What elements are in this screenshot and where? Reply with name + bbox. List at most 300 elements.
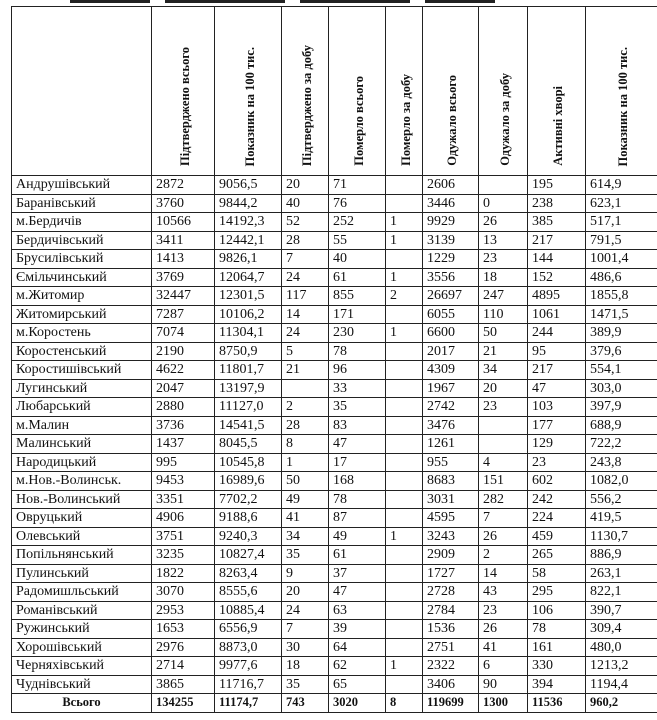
district-name-cell: м.Коростень xyxy=(12,324,152,343)
value-cell-confirmed-total: 10566 xyxy=(152,213,215,232)
value-cell-recovered-total: 3476 xyxy=(423,416,479,435)
value-cell-confirmed-total: 9453 xyxy=(152,472,215,491)
value-cell-confirmed-day: 14 xyxy=(282,305,329,324)
value-cell-died-total: 62 xyxy=(329,657,386,676)
table-row xyxy=(12,509,657,528)
district-name-cell: м.Нов.-Волинськ. xyxy=(12,472,152,491)
value-cell-recovered-day: 13 xyxy=(479,231,528,250)
value-cell-rate-per-100k: 10106,2 xyxy=(215,305,282,324)
value-cell-died-day xyxy=(386,435,423,454)
table-row xyxy=(12,398,657,417)
value-cell-active: 4895 xyxy=(528,287,586,306)
value-cell-active-rate-per-100k: 623,1 xyxy=(586,194,657,213)
value-cell-rate-per-100k: 9188,6 xyxy=(215,509,282,528)
value-cell-active-rate-per-100k: 1001,4 xyxy=(586,250,657,269)
total-cell-rate-per-100k: 11174,7 xyxy=(215,694,282,713)
total-cell-died-day: 8 xyxy=(386,694,423,713)
district-name-cell: м.Малин xyxy=(12,416,152,435)
value-cell-recovered-day: 23 xyxy=(479,398,528,417)
value-cell-died-total: 49 xyxy=(329,527,386,546)
table-row xyxy=(12,657,657,676)
value-cell-rate-per-100k: 8555,6 xyxy=(215,583,282,602)
value-cell-active-rate-per-100k: 419,5 xyxy=(586,509,657,528)
value-cell-active: 1061 xyxy=(528,305,586,324)
value-cell-rate-per-100k: 12301,5 xyxy=(215,287,282,306)
value-cell-recovered-day: 20 xyxy=(479,379,528,398)
value-cell-confirmed-total: 2976 xyxy=(152,638,215,657)
value-cell-recovered-day: 4 xyxy=(479,453,528,472)
value-cell-died-total: 87 xyxy=(329,509,386,528)
column-header-confirmed-total xyxy=(152,7,215,176)
value-cell-rate-per-100k: 9240,3 xyxy=(215,527,282,546)
table-row xyxy=(12,416,657,435)
value-cell-confirmed-day: 24 xyxy=(282,324,329,343)
value-cell-recovered-total: 26697 xyxy=(423,287,479,306)
value-cell-recovered-total: 1261 xyxy=(423,435,479,454)
value-cell-died-total: 64 xyxy=(329,638,386,657)
value-cell-rate-per-100k: 14192,3 xyxy=(215,213,282,232)
value-cell-confirmed-total: 3751 xyxy=(152,527,215,546)
value-cell-confirmed-day: 24 xyxy=(282,601,329,620)
value-cell-confirmed-day: 117 xyxy=(282,287,329,306)
value-cell-died-total: 47 xyxy=(329,583,386,602)
table-row xyxy=(12,435,657,454)
value-cell-active-rate-per-100k: 1194,4 xyxy=(586,675,657,694)
value-cell-recovered-total: 2909 xyxy=(423,546,479,565)
value-cell-died-total: 39 xyxy=(329,620,386,639)
value-cell-recovered-total: 6055 xyxy=(423,305,479,324)
value-cell-died-day xyxy=(386,472,423,491)
value-cell-confirmed-day: 8 xyxy=(282,435,329,454)
column-header-confirmed-day xyxy=(282,7,329,176)
value-cell-confirmed-total: 1437 xyxy=(152,435,215,454)
district-name-cell: Овруцький xyxy=(12,509,152,528)
total-cell-recovered-day: 1300 xyxy=(479,694,528,713)
value-cell-died-day xyxy=(386,305,423,324)
value-cell-active: 385 xyxy=(528,213,586,232)
value-cell-confirmed-total: 3070 xyxy=(152,583,215,602)
value-cell-died-total: 55 xyxy=(329,231,386,250)
value-cell-died-total: 168 xyxy=(329,472,386,491)
value-cell-rate-per-100k: 11716,7 xyxy=(215,675,282,694)
value-cell-recovered-total: 2784 xyxy=(423,601,479,620)
value-cell-died-day xyxy=(386,453,423,472)
value-cell-confirmed-total: 7074 xyxy=(152,324,215,343)
value-cell-recovered-day: 2 xyxy=(479,546,528,565)
table-row xyxy=(12,564,657,583)
value-cell-active: 265 xyxy=(528,546,586,565)
value-cell-recovered-day: 26 xyxy=(479,527,528,546)
value-cell-active-rate-per-100k: 1471,5 xyxy=(586,305,657,324)
value-cell-rate-per-100k: 8263,4 xyxy=(215,564,282,583)
district-name-cell: Радомишльський xyxy=(12,583,152,602)
column-header-label: Підтверджено за добу xyxy=(299,44,314,166)
value-cell-confirmed-day: 9 xyxy=(282,564,329,583)
value-cell-rate-per-100k: 14541,5 xyxy=(215,416,282,435)
value-cell-recovered-day xyxy=(479,435,528,454)
column-header-label: Одужало всього xyxy=(445,75,459,166)
value-cell-died-total: 76 xyxy=(329,194,386,213)
district-name-cell: м.Бердичів xyxy=(12,213,152,232)
value-cell-died-total: 96 xyxy=(329,361,386,380)
value-cell-recovered-day: 23 xyxy=(479,250,528,269)
value-cell-died-total: 37 xyxy=(329,564,386,583)
value-cell-confirmed-day: 30 xyxy=(282,638,329,657)
value-cell-active-rate-per-100k: 243,8 xyxy=(586,453,657,472)
value-cell-recovered-day: 21 xyxy=(479,342,528,361)
table-row xyxy=(12,250,657,269)
column-header-died-day xyxy=(386,7,423,176)
value-cell-rate-per-100k: 11801,7 xyxy=(215,361,282,380)
value-cell-died-total: 47 xyxy=(329,435,386,454)
value-cell-active-rate-per-100k: 309,4 xyxy=(586,620,657,639)
column-header-label: Підтверджено всього xyxy=(177,46,192,166)
value-cell-died-total: 65 xyxy=(329,675,386,694)
column-header-rate-per-100k xyxy=(215,7,282,176)
table-row xyxy=(12,342,657,361)
table-row xyxy=(12,213,657,232)
district-name-cell: Ружинський xyxy=(12,620,152,639)
value-cell-confirmed-total: 2190 xyxy=(152,342,215,361)
table-row xyxy=(12,268,657,287)
column-header-recovered-total xyxy=(423,7,479,176)
value-cell-confirmed-total: 7287 xyxy=(152,305,215,324)
column-header-label: Померло за добу xyxy=(398,74,413,166)
value-cell-confirmed-day: 7 xyxy=(282,620,329,639)
value-cell-recovered-total: 8683 xyxy=(423,472,479,491)
value-cell-died-day: 1 xyxy=(386,527,423,546)
district-name-cell: Житомирський xyxy=(12,305,152,324)
value-cell-active: 244 xyxy=(528,324,586,343)
value-cell-died-total: 71 xyxy=(329,176,386,195)
district-name-cell: Пулинський xyxy=(12,564,152,583)
value-cell-active: 23 xyxy=(528,453,586,472)
value-cell-rate-per-100k: 8750,9 xyxy=(215,342,282,361)
value-cell-confirmed-total: 4622 xyxy=(152,361,215,380)
value-cell-confirmed-day: 41 xyxy=(282,509,329,528)
total-row xyxy=(12,694,657,713)
value-cell-died-total: 61 xyxy=(329,268,386,287)
value-cell-confirmed-total: 32447 xyxy=(152,287,215,306)
column-header-active xyxy=(528,7,586,176)
district-name-cell: Коростенський xyxy=(12,342,152,361)
value-cell-recovered-total: 3243 xyxy=(423,527,479,546)
value-cell-confirmed-total: 3235 xyxy=(152,546,215,565)
value-cell-recovered-day: 14 xyxy=(479,564,528,583)
value-cell-active-rate-per-100k: 397,9 xyxy=(586,398,657,417)
value-cell-confirmed-total: 2953 xyxy=(152,601,215,620)
total-cell-died-total: 3020 xyxy=(329,694,386,713)
value-cell-died-day xyxy=(386,509,423,528)
value-cell-recovered-total: 2606 xyxy=(423,176,479,195)
table-row xyxy=(12,638,657,657)
value-cell-active-rate-per-100k: 389,9 xyxy=(586,324,657,343)
value-cell-active-rate-per-100k: 554,1 xyxy=(586,361,657,380)
value-cell-rate-per-100k: 9826,1 xyxy=(215,250,282,269)
value-cell-died-total: 35 xyxy=(329,398,386,417)
value-cell-active-rate-per-100k: 614,9 xyxy=(586,176,657,195)
value-cell-active: 602 xyxy=(528,472,586,491)
value-cell-recovered-total: 4309 xyxy=(423,361,479,380)
table-row xyxy=(12,472,657,491)
value-cell-active-rate-per-100k: 822,1 xyxy=(586,583,657,602)
value-cell-active: 238 xyxy=(528,194,586,213)
value-cell-active: 129 xyxy=(528,435,586,454)
table-row xyxy=(12,490,657,509)
table-row xyxy=(12,453,657,472)
value-cell-active-rate-per-100k: 303,0 xyxy=(586,379,657,398)
value-cell-confirmed-total: 3760 xyxy=(152,194,215,213)
column-header-recovered-day xyxy=(479,7,528,176)
value-cell-rate-per-100k: 6556,9 xyxy=(215,620,282,639)
value-cell-died-total: 17 xyxy=(329,453,386,472)
value-cell-recovered-total: 2751 xyxy=(423,638,479,657)
district-name-cell: Народицький xyxy=(12,453,152,472)
value-cell-died-day xyxy=(386,564,423,583)
value-cell-rate-per-100k: 11304,1 xyxy=(215,324,282,343)
value-cell-died-day: 2 xyxy=(386,287,423,306)
value-cell-active: 295 xyxy=(528,583,586,602)
value-cell-active: 394 xyxy=(528,675,586,694)
value-cell-active-rate-per-100k: 722,2 xyxy=(586,435,657,454)
district-name-cell: Нов.-Волинський xyxy=(12,490,152,509)
value-cell-died-day xyxy=(386,583,423,602)
value-cell-active-rate-per-100k: 688,9 xyxy=(586,416,657,435)
value-cell-died-total: 78 xyxy=(329,342,386,361)
value-cell-died-day: 1 xyxy=(386,213,423,232)
value-cell-rate-per-100k: 12442,1 xyxy=(215,231,282,250)
column-header-label: Показник на 100 тис. xyxy=(242,46,257,166)
value-cell-active: 47 xyxy=(528,379,586,398)
value-cell-died-total: 252 xyxy=(329,213,386,232)
value-cell-active-rate-per-100k: 1082,0 xyxy=(586,472,657,491)
district-name-cell: Черняхівський xyxy=(12,657,152,676)
district-name-cell: Лугинський xyxy=(12,379,152,398)
value-cell-active: 177 xyxy=(528,416,586,435)
value-cell-active: 195 xyxy=(528,176,586,195)
value-cell-rate-per-100k: 8873,0 xyxy=(215,638,282,657)
value-cell-recovered-total: 2017 xyxy=(423,342,479,361)
value-cell-rate-per-100k: 7702,2 xyxy=(215,490,282,509)
value-cell-confirmed-day: 20 xyxy=(282,176,329,195)
value-cell-recovered-day: 247 xyxy=(479,287,528,306)
value-cell-active-rate-per-100k: 517,1 xyxy=(586,213,657,232)
value-cell-recovered-total: 3406 xyxy=(423,675,479,694)
value-cell-rate-per-100k: 9977,6 xyxy=(215,657,282,676)
value-cell-confirmed-day: 28 xyxy=(282,231,329,250)
value-cell-died-total: 33 xyxy=(329,379,386,398)
table-row xyxy=(12,379,657,398)
value-cell-confirmed-day: 1 xyxy=(282,453,329,472)
table-row xyxy=(12,305,657,324)
value-cell-active-rate-per-100k: 1130,7 xyxy=(586,527,657,546)
value-cell-confirmed-total: 2880 xyxy=(152,398,215,417)
district-name-cell: Попільнянський xyxy=(12,546,152,565)
value-cell-died-day: 1 xyxy=(386,231,423,250)
covid-statistics-table xyxy=(11,6,657,713)
value-cell-confirmed-day: 52 xyxy=(282,213,329,232)
table-row xyxy=(12,287,657,306)
column-header-label: Померло всього xyxy=(351,76,366,166)
value-cell-died-day xyxy=(386,675,423,694)
value-cell-active-rate-per-100k: 791,5 xyxy=(586,231,657,250)
value-cell-rate-per-100k: 11127,0 xyxy=(215,398,282,417)
total-cell-active-rate-per-100k: 960,2 xyxy=(586,694,657,713)
value-cell-died-total: 63 xyxy=(329,601,386,620)
value-cell-active: 152 xyxy=(528,268,586,287)
value-cell-active: 106 xyxy=(528,601,586,620)
column-header-active-rate-per-100k xyxy=(586,7,657,176)
value-cell-recovered-total: 2728 xyxy=(423,583,479,602)
value-cell-recovered-day: 26 xyxy=(479,213,528,232)
value-cell-active: 224 xyxy=(528,509,586,528)
value-cell-recovered-day: 6 xyxy=(479,657,528,676)
value-cell-active-rate-per-100k: 480,0 xyxy=(586,638,657,657)
value-cell-confirmed-total: 995 xyxy=(152,453,215,472)
value-cell-recovered-total: 3446 xyxy=(423,194,479,213)
table-body xyxy=(12,176,657,694)
value-cell-recovered-day: 110 xyxy=(479,305,528,324)
value-cell-active-rate-per-100k: 379,6 xyxy=(586,342,657,361)
value-cell-died-day xyxy=(386,379,423,398)
value-cell-died-day xyxy=(386,250,423,269)
value-cell-died-day xyxy=(386,176,423,195)
value-cell-active-rate-per-100k: 1855,8 xyxy=(586,287,657,306)
table-row xyxy=(12,527,657,546)
value-cell-confirmed-day: 20 xyxy=(282,583,329,602)
value-cell-rate-per-100k: 8045,5 xyxy=(215,435,282,454)
table-row xyxy=(12,546,657,565)
value-cell-confirmed-total: 3411 xyxy=(152,231,215,250)
value-cell-active-rate-per-100k: 556,2 xyxy=(586,490,657,509)
value-cell-confirmed-total: 2872 xyxy=(152,176,215,195)
value-cell-died-day: 1 xyxy=(386,268,423,287)
value-cell-recovered-day: 43 xyxy=(479,583,528,602)
value-cell-confirmed-day: 2 xyxy=(282,398,329,417)
value-cell-died-day xyxy=(386,638,423,657)
value-cell-confirmed-total: 4906 xyxy=(152,509,215,528)
value-cell-recovered-day: 41 xyxy=(479,638,528,657)
value-cell-rate-per-100k: 13197,9 xyxy=(215,379,282,398)
column-header-label: Показник на 100 тис. xyxy=(616,46,630,166)
district-name-cell: Олевський xyxy=(12,527,152,546)
value-cell-recovered-total: 3556 xyxy=(423,268,479,287)
value-cell-died-day xyxy=(386,194,423,213)
value-cell-rate-per-100k: 9056,5 xyxy=(215,176,282,195)
value-cell-confirmed-day: 21 xyxy=(282,361,329,380)
table-row xyxy=(12,324,657,343)
value-cell-died-total: 40 xyxy=(329,250,386,269)
district-name-cell: м.Житомир xyxy=(12,287,152,306)
value-cell-died-day xyxy=(386,342,423,361)
table-row xyxy=(12,231,657,250)
value-cell-rate-per-100k: 9844,2 xyxy=(215,194,282,213)
value-cell-confirmed-total: 1822 xyxy=(152,564,215,583)
value-cell-recovered-total: 1229 xyxy=(423,250,479,269)
value-cell-recovered-day xyxy=(479,416,528,435)
value-cell-active: 459 xyxy=(528,527,586,546)
value-cell-active: 95 xyxy=(528,342,586,361)
total-cell-confirmed-day: 743 xyxy=(282,694,329,713)
district-name-cell: Брусилівський xyxy=(12,250,152,269)
value-cell-active: 144 xyxy=(528,250,586,269)
value-cell-rate-per-100k: 10827,4 xyxy=(215,546,282,565)
value-cell-confirmed-day: 35 xyxy=(282,675,329,694)
table-row xyxy=(12,194,657,213)
value-cell-confirmed-day: 5 xyxy=(282,342,329,361)
value-cell-died-day xyxy=(386,546,423,565)
value-cell-died-total: 78 xyxy=(329,490,386,509)
value-cell-confirmed-day: 7 xyxy=(282,250,329,269)
district-name-cell: Хорошівський xyxy=(12,638,152,657)
value-cell-rate-per-100k: 10885,4 xyxy=(215,601,282,620)
value-cell-recovered-day: 151 xyxy=(479,472,528,491)
value-cell-active-rate-per-100k: 886,9 xyxy=(586,546,657,565)
value-cell-died-day xyxy=(386,620,423,639)
value-cell-died-total: 61 xyxy=(329,546,386,565)
value-cell-confirmed-day: 18 xyxy=(282,657,329,676)
district-name-cell: Чуднівський xyxy=(12,675,152,694)
value-cell-confirmed-day: 24 xyxy=(282,268,329,287)
value-cell-recovered-day: 18 xyxy=(479,268,528,287)
value-cell-died-day xyxy=(386,490,423,509)
district-name-cell: Бердичівський xyxy=(12,231,152,250)
total-cell-confirmed-total: 134255 xyxy=(152,694,215,713)
value-cell-active: 103 xyxy=(528,398,586,417)
value-cell-confirmed-total: 2047 xyxy=(152,379,215,398)
table-row xyxy=(12,583,657,602)
value-cell-recovered-day xyxy=(479,176,528,195)
value-cell-died-total: 855 xyxy=(329,287,386,306)
value-cell-confirmed-day: 35 xyxy=(282,546,329,565)
value-cell-active-rate-per-100k: 390,7 xyxy=(586,601,657,620)
value-cell-recovered-total: 3031 xyxy=(423,490,479,509)
value-cell-recovered-day: 26 xyxy=(479,620,528,639)
table-row xyxy=(12,176,657,195)
value-cell-recovered-total: 2322 xyxy=(423,657,479,676)
value-cell-confirmed-day: 34 xyxy=(282,527,329,546)
value-cell-confirmed-total: 3351 xyxy=(152,490,215,509)
value-cell-died-day xyxy=(386,361,423,380)
value-cell-active: 161 xyxy=(528,638,586,657)
value-cell-recovered-day: 7 xyxy=(479,509,528,528)
value-cell-active: 58 xyxy=(528,564,586,583)
value-cell-recovered-day: 0 xyxy=(479,194,528,213)
value-cell-active: 78 xyxy=(528,620,586,639)
header-row xyxy=(12,7,657,176)
cropped-top-edge xyxy=(0,0,657,5)
value-cell-recovered-total: 9929 xyxy=(423,213,479,232)
district-name-cell: Романівський xyxy=(12,601,152,620)
column-header-name xyxy=(12,7,152,176)
district-name-cell: Андрушівський xyxy=(12,176,152,195)
value-cell-died-total: 230 xyxy=(329,324,386,343)
value-cell-recovered-total: 955 xyxy=(423,453,479,472)
value-cell-recovered-total: 1536 xyxy=(423,620,479,639)
value-cell-recovered-total: 1727 xyxy=(423,564,479,583)
value-cell-recovered-day: 34 xyxy=(479,361,528,380)
value-cell-recovered-day: 90 xyxy=(479,675,528,694)
column-header-died-total xyxy=(329,7,386,176)
value-cell-confirmed-total: 3736 xyxy=(152,416,215,435)
table-row xyxy=(12,675,657,694)
value-cell-recovered-day: 50 xyxy=(479,324,528,343)
value-cell-confirmed-total: 3769 xyxy=(152,268,215,287)
district-name-cell: Любарський xyxy=(12,398,152,417)
value-cell-confirmed-day: 50 xyxy=(282,472,329,491)
district-name-cell: Коростишівський xyxy=(12,361,152,380)
value-cell-recovered-day: 23 xyxy=(479,601,528,620)
